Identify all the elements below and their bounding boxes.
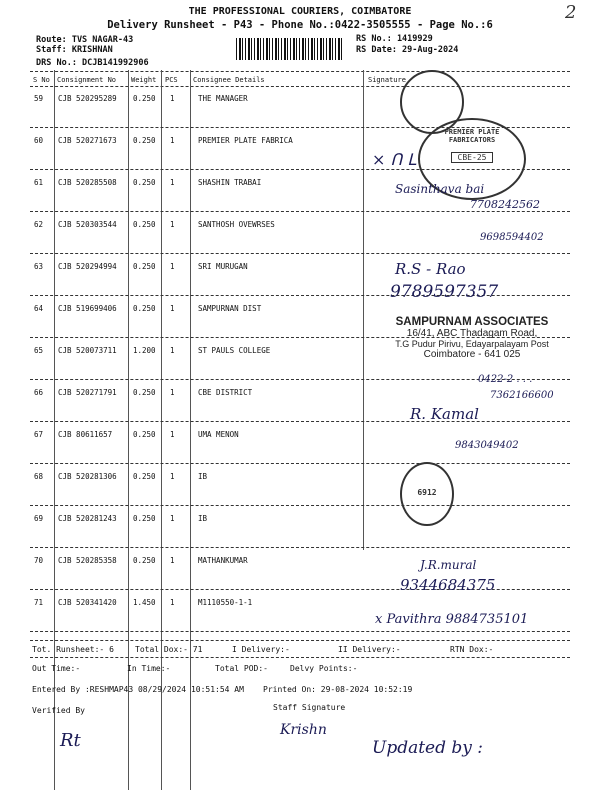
row-sno: 69 [34, 514, 44, 523]
row-consignee: SHASHIN TRABAI [198, 178, 262, 187]
row-consignee: MATHANKUMAR [198, 556, 248, 565]
row-pcs: 1 [170, 346, 175, 355]
route-label: Route: TVS NAGAR-43 [36, 35, 134, 45]
table-row [0, 510, 600, 550]
row-sno: 71 [34, 598, 44, 607]
handwriting-71: x Pavithra 9884735101 [375, 612, 529, 627]
row-weight: 0.250 [133, 136, 156, 145]
row-consignee: CBE DISTRICT [198, 388, 253, 397]
handwriting-61b: 7708242562 [470, 198, 540, 211]
row-pcs: 1 [170, 94, 175, 103]
staff-signature: Staff Signature [273, 703, 346, 712]
sampurnam-stamp: SAMPURNAM ASSOCIATES 16/41, ABC Thadagam Road, T.G Pudur Pirivu, Edayarpalayam Post Coimbatore - 641 025 [395, 316, 549, 360]
handwriting-65: 0422-2 . . . [478, 374, 533, 385]
row-sno: 59 [34, 94, 44, 103]
entered-by: Entered By :RESHMAP43 08/29/2024 10:51:54 AM [32, 685, 244, 694]
table-row [0, 90, 600, 130]
row-divider [30, 421, 570, 422]
row-consignee: PREMIER PLATE FABRICA [198, 136, 293, 145]
row-sno: 65 [34, 346, 44, 355]
col-pcs: PCS [165, 76, 178, 84]
row-consignee: IB [198, 514, 208, 523]
row-weight: 0.250 [133, 556, 156, 565]
row-pcs: 1 [170, 136, 175, 145]
rtn-dox: RTN Dox:- [450, 645, 494, 654]
table-row [0, 468, 600, 508]
updated-by-note: Updated by : [372, 738, 484, 758]
row-divider [30, 505, 570, 506]
rs-date: RS Date: 29-Aug-2024 [356, 45, 459, 55]
row-consignment: CJB 520281306 [58, 472, 117, 481]
row-consignment: CJB 520285358 [58, 556, 117, 565]
row-divider [30, 547, 570, 548]
row-sno: 66 [34, 388, 44, 397]
page-mark: 2 [565, 2, 577, 23]
row-sno: 63 [34, 262, 44, 271]
table-row [0, 258, 600, 298]
col-consignee: Consignee Details [193, 76, 265, 84]
row-weight: 0.250 [133, 388, 156, 397]
row-pcs: 1 [170, 220, 175, 229]
row-consignee: M1110550-1-1 [198, 598, 253, 607]
verified-by: Verified By [32, 706, 85, 715]
row-divider [30, 211, 570, 212]
out-time: Out Time:- [32, 664, 81, 673]
row-weight: 0.250 [133, 304, 156, 313]
handwriting-70b: 9344684375 [400, 576, 496, 594]
col-weight: Weight [131, 76, 157, 84]
row-consignment: CJB 520271673 [58, 136, 117, 145]
handwriting-62: 9698594402 [480, 232, 544, 243]
row-pcs: 1 [170, 556, 175, 565]
drs-label: DRS No.: DCJB141992906 [36, 58, 149, 68]
row-consignment: CJB 520285508 [58, 178, 117, 187]
row-consignee: THE MANAGER [198, 94, 248, 103]
row-weight: 0.250 [133, 178, 156, 187]
row-sno: 70 [34, 556, 44, 565]
row-weight: 1.200 [133, 346, 156, 355]
staff-handwritten-signature: Krishn [280, 722, 327, 738]
handwriting-61: Sasinthava bai [395, 182, 485, 196]
row-consignment: CJB 520271791 [58, 388, 117, 397]
row-weight: 0.250 [133, 430, 156, 439]
row-pcs: 1 [170, 178, 175, 187]
row-consignment: CJB 519699406 [58, 304, 117, 313]
barcode [236, 38, 344, 60]
tot-runsheet: Tot. Runsheet:- 6 [32, 645, 114, 654]
col-consignment: Consignment No [57, 76, 117, 84]
row-pcs: 1 [170, 514, 175, 523]
row-divider [30, 253, 570, 254]
delvy-points: Delvy Points:- [290, 664, 358, 673]
row-consignee: SAMPURNAN DIST [198, 304, 262, 313]
handwriting-67: 9843049402 [455, 440, 519, 451]
row-pcs: 1 [170, 598, 175, 607]
verified-signature: Rt [60, 730, 81, 751]
row-divider [30, 463, 570, 464]
row-pcs: 1 [170, 472, 175, 481]
row-sno: 67 [34, 430, 44, 439]
handwriting-66b: R. Kamal [410, 405, 479, 423]
row-consignment: CJB 520073711 [58, 346, 117, 355]
row-sno: 64 [34, 304, 44, 313]
total-pod: Total POD:- [215, 664, 268, 673]
row-consignee: SANTHOSH OVEWRSES [198, 220, 275, 229]
row-pcs: 1 [170, 388, 175, 397]
row-consignee: SRI MURUGAN [198, 262, 248, 271]
row-consignment: CJB 520294994 [58, 262, 117, 271]
staff-label: Staff: KRISHNAN [36, 45, 113, 55]
row-pcs: 1 [170, 262, 175, 271]
handwriting-64: 9789597357 [390, 282, 499, 302]
row-weight: 0.250 [133, 514, 156, 523]
ii-delivery: II Delivery:- [338, 645, 401, 654]
row-pcs: 1 [170, 430, 175, 439]
premier-plate-stamp: PREMIER PLATE FABRICATORS CBE-25 [418, 118, 526, 200]
row-consignment: CJB 520341420 [58, 598, 117, 607]
row-consignee: IB [198, 472, 208, 481]
row-pcs: 1 [170, 304, 175, 313]
signature-60: × ᑎ ᒪ [372, 150, 417, 169]
row-sno: 60 [34, 136, 44, 145]
col-signature: Signature [368, 76, 406, 84]
doc-title: THE PROFESSIONAL COURIERS, COIMBATORE [188, 6, 412, 17]
row-consignment: CJB 520281243 [58, 514, 117, 523]
printed-on: Printed On: 29-08-2024 10:52:19 [263, 685, 413, 694]
row-consignment: CJB 80611657 [58, 430, 113, 439]
table-row [0, 552, 600, 592]
row-weight: 0.250 [133, 220, 156, 229]
doc-subtitle: Delivery Runsheet - P43 - Phone No.:0422-3505555 - Page No.:6 [107, 19, 493, 31]
handwriting-63: R.S - Rao [395, 260, 466, 278]
row-weight: 1.450 [133, 598, 156, 607]
handwriting-70: J.R.mural [420, 558, 477, 572]
row-sno: 62 [34, 220, 44, 229]
row-consignment: CJB 520295289 [58, 94, 117, 103]
row-divider [30, 631, 570, 632]
handwriting-66: 7362166600 [490, 390, 554, 401]
in-time: In Time:- [127, 664, 171, 673]
row-consignee: UMA MENON [198, 430, 239, 439]
col-sno: S No [33, 76, 50, 84]
i-delivery: I Delivery:- [232, 645, 290, 654]
postal-stamp-6912: 6912 [400, 462, 454, 526]
row-consignee: ST PAULS COLLEGE [198, 346, 271, 355]
row-consignment: CJB 520303544 [58, 220, 117, 229]
row-sno: 61 [34, 178, 44, 187]
row-weight: 0.250 [133, 472, 156, 481]
total-dox: Total Dox:- 71 [135, 645, 203, 654]
rs-number: RS No.: 1419929 [356, 34, 433, 44]
row-weight: 0.250 [133, 94, 156, 103]
row-weight: 0.250 [133, 262, 156, 271]
row-sno: 68 [34, 472, 44, 481]
